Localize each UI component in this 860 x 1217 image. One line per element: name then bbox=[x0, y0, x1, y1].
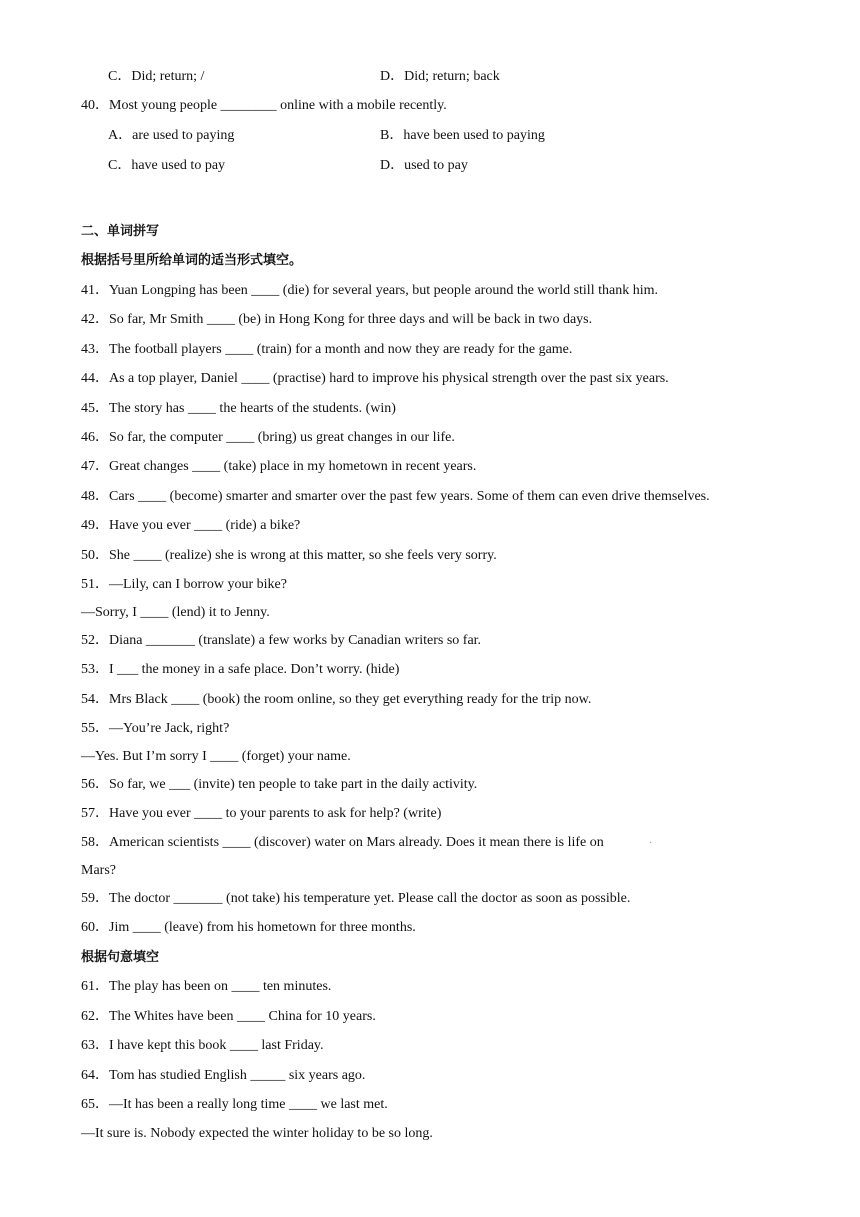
q39-option-d: D．Did; return; back bbox=[380, 69, 500, 84]
question-65: 65．—It has been a really long time ____ we last met. bbox=[81, 1097, 388, 1112]
question-59: 59．The doctor _______ (not take) his temperature yet. Please call the doctor as soon as possible. bbox=[81, 891, 631, 906]
section-title: 二、单词拼写 bbox=[81, 224, 160, 239]
stray-mark: · bbox=[649, 838, 653, 849]
question-57: 57．Have you ever ____ to your parents to ask for help? (write) bbox=[81, 806, 442, 821]
question-65-reply: —It sure is. Nobody expected the winter holiday to be so long. bbox=[81, 1126, 433, 1141]
question-50: 50．She ____ (realize) she is wrong at this matter, so she feels very sorry. bbox=[81, 548, 497, 563]
question-51-reply: —Sorry, I ____ (lend) it to Jenny. bbox=[81, 605, 270, 620]
section-instruction: 根据括号里所给单词的适当形式填空。 bbox=[81, 253, 303, 268]
question-56: 56．So far, we ___ (invite) ten people to take part in the daily activity. bbox=[81, 777, 478, 792]
question-51: 51．—Lily, can I borrow your bike? bbox=[81, 577, 287, 592]
question-63: 63．I have kept this book ____ last Friday. bbox=[81, 1038, 324, 1053]
question-52: 52．Diana _______ (translate) a few works by Canadian writers so far. bbox=[81, 633, 482, 648]
question-45: 45．The story has ____ the hearts of the students. (win) bbox=[81, 401, 396, 416]
q40-option-c: C．have used to pay bbox=[108, 158, 226, 173]
question-41: 41．Yuan Longping has been ____ (die) for several years, but people around the world still thank him. bbox=[81, 283, 658, 298]
question-43: 43．The football players ____ (train) for a month and now they are ready for the game. bbox=[81, 342, 573, 357]
question-58-continued: Mars? bbox=[81, 863, 116, 878]
q39-option-c: C．Did; return; / bbox=[108, 69, 205, 84]
question-58: 58．American scientists ____ (discover) water on Mars already. Does it mean there is life on bbox=[81, 835, 604, 850]
question-47: 47．Great changes ____ (take) place in my hometown in recent years. bbox=[81, 459, 477, 474]
q40-option-a: A．are used to paying bbox=[108, 128, 235, 143]
question-42: 42．So far, Mr Smith ____ (be) in Hong Kong for three days and will be back in two days. bbox=[81, 312, 593, 327]
question-48: 48．Cars ____ (become) smarter and smarter over the past few years. Some of them can even drive themselves. bbox=[81, 489, 710, 504]
question-44: 44．As a top player, Daniel ____ (practise) hard to improve his physical strength over the past six years. bbox=[81, 371, 669, 386]
question-53: 53．I ___ the money in a safe place. Don’t worry. (hide) bbox=[81, 662, 400, 677]
q40-option-d: D．used to pay bbox=[380, 158, 468, 173]
question-61: 61．The play has been on ____ ten minutes. bbox=[81, 979, 332, 994]
q40-option-b: B．have been used to paying bbox=[380, 128, 545, 143]
question-55-reply: —Yes. But I’m sorry I ____ (forget) your name. bbox=[81, 749, 351, 764]
question-46: 46．So far, the computer ____ (bring) us great changes in our life. bbox=[81, 430, 455, 445]
section3-instruction: 根据句意填空 bbox=[81, 950, 160, 965]
question-54: 54．Mrs Black ____ (book) the room online, so they get everything ready for the trip now. bbox=[81, 692, 592, 707]
question-64: 64．Tom has studied English _____ six years ago. bbox=[81, 1068, 366, 1083]
question-60: 60．Jim ____ (leave) from his hometown for three months. bbox=[81, 920, 416, 935]
question-62: 62．The Whites have been ____ China for 10 years. bbox=[81, 1009, 376, 1024]
question-49: 49．Have you ever ____ (ride) a bike? bbox=[81, 518, 301, 533]
q40-question: 40．Most young people ________ online with a mobile recently. bbox=[81, 98, 447, 113]
question-55: 55．—You’re Jack, right? bbox=[81, 721, 230, 736]
